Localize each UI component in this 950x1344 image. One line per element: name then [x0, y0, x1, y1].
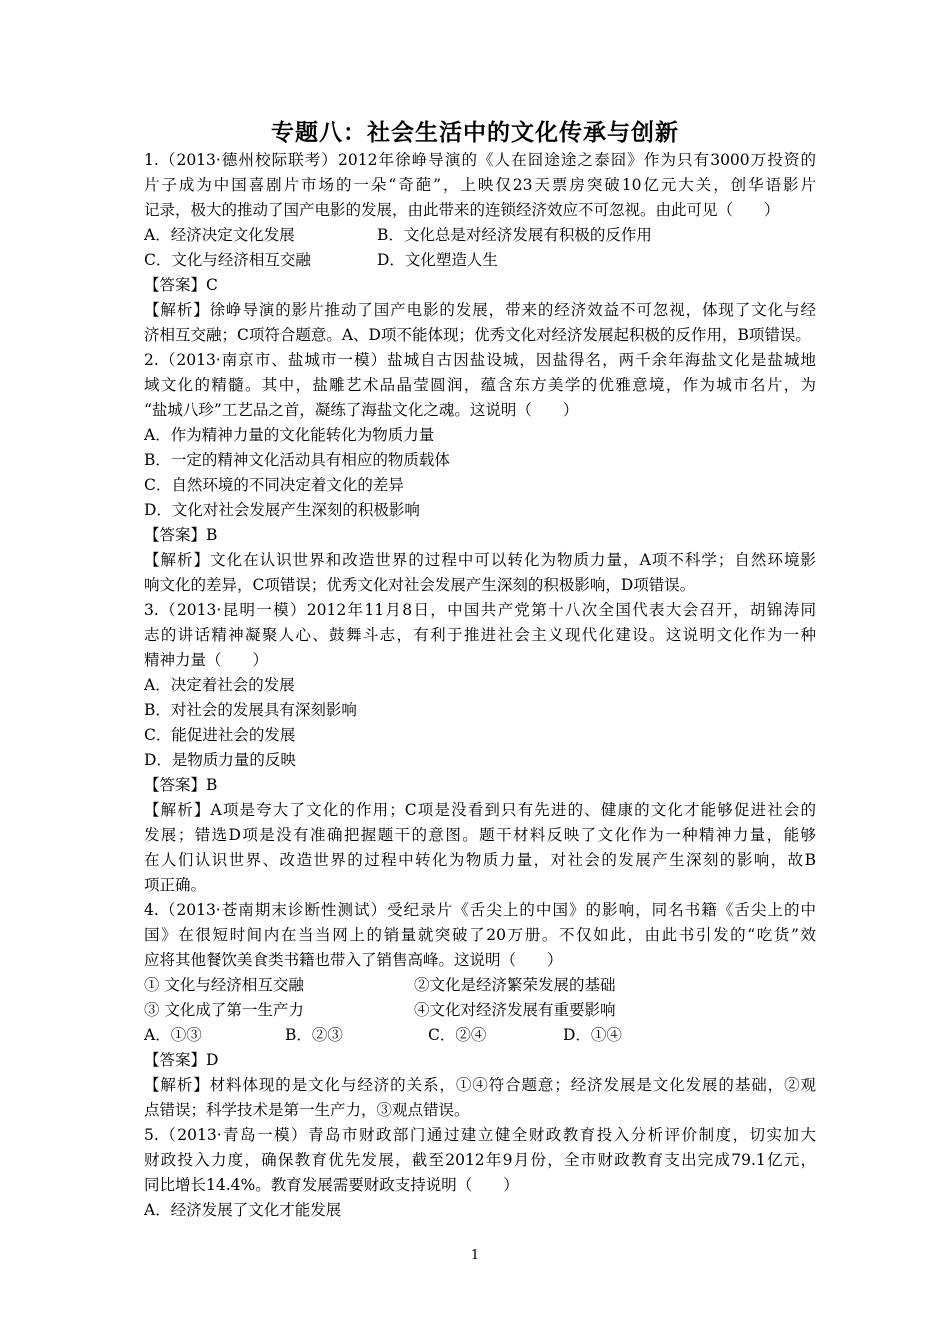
q4-item-1: ① 文化与经济相互交融 [144, 976, 304, 994]
q2-option-b: B．一定的精神文化活动具有相应的物质载体 [144, 451, 450, 469]
q3-stem-line: 3.（2013·昆明一模）2012年11月8日，中国共产党第十八次全国代表大会召开，胡锦涛同 [144, 601, 816, 619]
q1-option-c: C．文化与经济相互交融 [144, 251, 311, 269]
q1-option-a: A．经济决定文化发展 [144, 226, 295, 244]
q4-stem-line: 国》在很短时间内在当当网上的销量就突破了20万册。不仅如此，由此书引发的“吃货”效 [144, 926, 816, 944]
q4-stem-line: 应将其他餐饮美食类书籍也带入了销售高峰。这说明（ ） [144, 951, 563, 969]
q1-options-row [144, 223, 816, 248]
q2-stem-line: “盐城八珍”工艺品之首，凝练了海盐文化之魂。这说明（ ） [144, 401, 579, 419]
q5-stem-line: 财政投入力度，确保教育优先发展，截至2012年9月份，全市财政教育支出完成79.1亿元， [144, 1151, 816, 1169]
q3-option-c: C．能促进社会的发展 [144, 726, 296, 744]
q3-analysis-line: 发展；错选D项是没有准确把握题干的意图。题干材料反映了文化作为一种精神力量，能够 [144, 826, 816, 844]
q3-option-b: B．对社会的发展具有深刻影响 [144, 701, 357, 719]
q3-option-d: D．是物质力量的反映 [144, 751, 296, 769]
q5-option-a: A．经济发展了文化才能发展 [144, 1201, 342, 1219]
q1-analysis-line: 济相互交融；C项符合题意。A、D项不能体现；优秀文化对经济发展起积极的反作用，B项错误。 [144, 326, 811, 344]
q1-option-d: D．文化塑造人生 [377, 251, 498, 269]
q4-option-c: C．②④ [428, 1026, 487, 1044]
q4-options-row [144, 1023, 816, 1048]
document-title: 专题八：社会生活中的文化传承与创新 [271, 120, 679, 146]
q3-answer: 【答案】B [144, 776, 218, 794]
q1-options-row [144, 248, 816, 273]
document-body [144, 148, 816, 1223]
q4-stem-line: 4.（2013·苍南期末诊断性测试）受纪录片《舌尖上的中国》的影响，同名书籍《舌尖上的中 [144, 901, 816, 919]
q1-analysis-line: 【解析】徐峥导演的影片推动了国产电影的发展，带来的经济效益不可忽视，体现了文化与经 [144, 301, 816, 319]
q3-option-a: A．决定着社会的发展 [144, 676, 295, 694]
q2-stem-line: 域文化的精髓。其中，盐雕艺术品晶莹圆润，蕴含东方美学的优雅意境，作为城市名片，为 [144, 376, 816, 394]
q1-option-b: B．文化总是对经济发展有积极的反作用 [377, 226, 652, 244]
q4-item-3: ③ 文化成了第一生产力 [144, 1001, 304, 1019]
q4-option-a: A．①③ [144, 1026, 202, 1044]
q3-analysis-line: 【解析】A项是夸大了文化的作用；C项是没看到只有先进的、健康的文化才能够促进社会的 [144, 801, 816, 819]
q4-items-row [144, 973, 816, 998]
q3-stem-line: 志的讲话精神凝聚人心、鼓舞斗志，有利于推进社会主义现代化建设。这说明文化作为一种 [144, 626, 816, 644]
q4-item-4: ④文化对经济发展有重要影响 [414, 1001, 616, 1019]
q2-option-d: D．文化对社会发展产生深刻的积极影响 [144, 501, 420, 519]
q4-analysis-line: 点错误；科学技术是第一生产力，③观点错误。 [144, 1101, 470, 1119]
page-number: 1 [470, 1248, 480, 1263]
q2-answer: 【答案】B [144, 526, 218, 544]
q3-analysis-line: 项正确。 [144, 876, 207, 894]
q1-stem-line: 1.（2013·德州校际联考）2012年徐峥导演的《人在囧途途之泰囧》作为只有3000万投资的 [144, 151, 816, 169]
q4-item-2: ②文化是经济繁荣发展的基础 [414, 976, 616, 994]
q4-option-b: B．②③ [285, 1026, 343, 1044]
q2-option-a: A．作为精神力量的文化能转化为物质力量 [144, 426, 435, 444]
q5-stem-line: 5.（2013·青岛一模）青岛市财政部门通过建立健全财政教育投入分析评价制度，切实加大 [144, 1126, 816, 1144]
q4-option-d: D．①④ [563, 1026, 622, 1044]
q4-analysis-line: 【解析】材料体现的是文化与经济的关系，①④符合题意；经济发展是文化发展的基础，②观 [144, 1076, 816, 1094]
q2-stem-line: 2.（2013·南京市、盐城市一模）盐城自古因盐设城，因盐得名，两千余年海盐文化是盐城地 [144, 351, 816, 369]
q1-stem-line: 片子成为中国喜剧片市场的一朵“奇葩”，上映仅23天票房突破10亿元大关，创华语影片 [144, 176, 816, 194]
q3-stem-line: 精神力量（ ） [144, 651, 269, 669]
q3-analysis-line: 在人们认识世界、改造世界的过程中转化为物质力量，对社会的发展产生深刻的影响，故B [144, 851, 816, 869]
q4-items-row [144, 998, 816, 1023]
q4-answer: 【答案】D [144, 1051, 219, 1069]
q1-stem-line: 记录，极大的推动了国产电影的发展，由此带来的连锁经济效应不可忽视。由此可见（ ） [144, 201, 780, 219]
q2-option-c: C．自然环境的不同决定着文化的差异 [144, 476, 404, 494]
q2-analysis-line: 【解析】文化在认识世界和改造世界的过程中可以转化为物质力量，A项不科学；自然环境影 [144, 551, 816, 569]
q2-analysis-line: 响文化的差异，C项错误；优秀文化对社会发展产生深刻的积极影响，D项错误。 [144, 576, 696, 594]
q1-answer: 【答案】C [144, 276, 218, 294]
q5-stem-line: 同比增长14.4%。教育发展需要财政支持说明（ ） [144, 1176, 519, 1194]
